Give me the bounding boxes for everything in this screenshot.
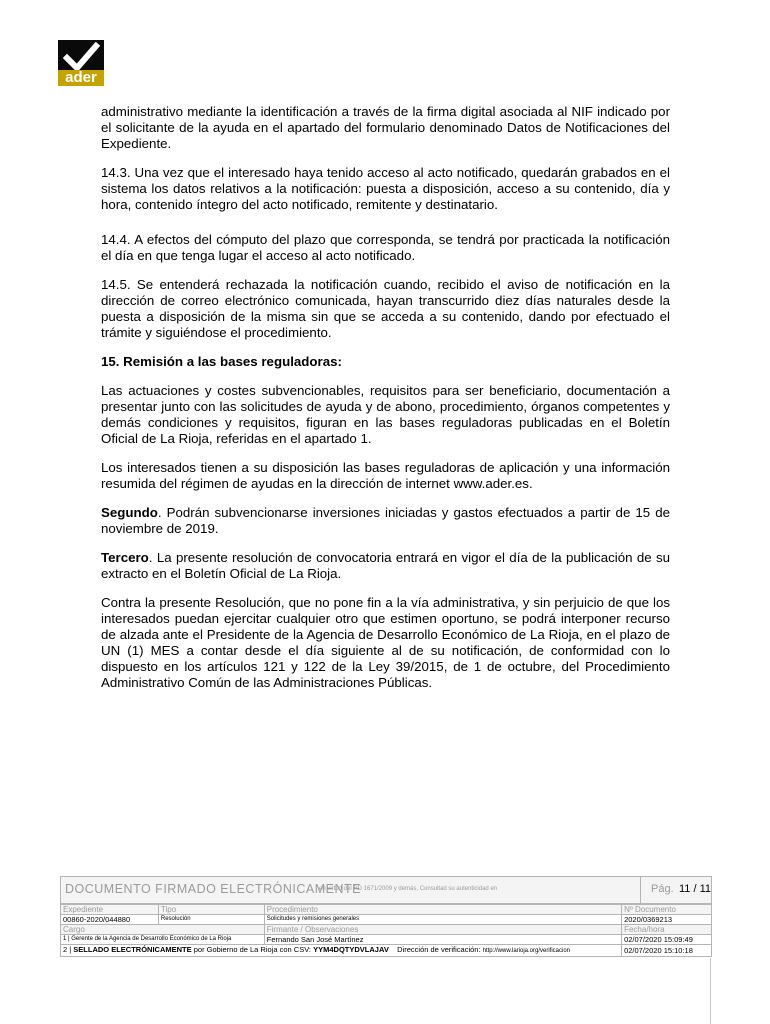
segundo-text: . Podrán subvencionarse inversiones iniciadas y gastos efectuados a partir de 15 de noviembre de 2019. — [101, 505, 670, 536]
ader-logo — [58, 40, 104, 86]
table-row — [61, 905, 712, 915]
table-row — [61, 915, 712, 925]
tercero-label: Tercero — [101, 550, 149, 565]
paragraph-14-3: 14.3. Una vez que el interesado haya tenido acceso al acto notificado, quedarán grabados en el sistema los datos relativos a la notificación: puesta a disposición, acceso a su contenido, día y hora, contenido íntegro del acto notificado, remitente y destinatario. — [101, 165, 670, 212]
paragraph-segundo — [101, 505, 670, 537]
signer-2-fecha: 02/07/2020 15:10:18 — [622, 945, 712, 957]
footer-subtitle: en virtud del RD 1671/2009 y demás, Consultad su autenticidad en — [319, 886, 498, 892]
fecha-label: Fecha/hora — [622, 925, 712, 935]
page-indicator — [640, 877, 711, 903]
table-row — [61, 945, 712, 957]
paragraph-14-4: 14.4. A efectos del cómputo del plazo que corresponda, se tendrá por practicada la notificación el día en que tenga lugar el acceso al acto notificado. — [101, 232, 670, 263]
tercero-text: . La presente resolución de convocatoria entrará en vigor el día de la publicación de su extracto en el Boletín Oficial de La Rioja. — [101, 550, 670, 581]
paragraph-tercero — [101, 550, 670, 582]
page-label: Pág. — [651, 883, 674, 895]
paragraph-interesados: Los interesados tienen a su disposición las bases reguladoras de aplicación y una información resumida del régimen de ayudas en la dirección de internet www.ader.es. — [101, 460, 670, 491]
paragraph-14-5: 14.5. Se entenderá rechazada la notificación cuando, recibido el aviso de notificación en la dirección de correo electrónico comunicada, hayan transcurrido diez días naturales desde la puesta a disposición de la misma sin que se acceda a su contenido, dando por efectuado el trámite y siguiéndose el procedimiento. — [101, 277, 670, 340]
logo-text: ader — [58, 70, 104, 86]
procedimiento-label: Procedimiento — [264, 905, 621, 915]
margin-divider — [710, 958, 711, 1024]
table-row — [61, 935, 712, 945]
signer-1-fecha: 02/07/2020 15:09:49 — [622, 935, 712, 945]
signer-2-sellado: 2 | SELLADO ELECTRÓNICAMENTE por Gobierno de La Rioja con CSV: YYM4DQTYDVLAJAV Dirección de verificación: http://www.larioja.org/verificacion — [61, 945, 622, 957]
section-heading-15: 15. Remisión a las bases reguladoras: — [101, 354, 342, 369]
procedimiento-value: Solicitudes y remisiones generales — [264, 915, 621, 925]
paragraph-recurso: Contra la presente Resolución, que no pone fin a la vía administrativa, y sin perjuicio de que los interesados puedan ejercitar cualquier otro que estimen oportuno, se podrá interponer recurso de alzada ante el Presidente de la Agencia de Desarrollo Económico de La Rioja, en el plazo de UN (1) MES a contar desde el día siguiente al de su notificación, de conformidad con lo dispuesto en los artículos 121 y 122 de la Ley 39/2015, de 1 de octubre, del Procedimiento Administrativo Común de las Administraciones Públicas. — [101, 595, 670, 690]
documento-label: Nº Documento — [622, 905, 712, 915]
page-number: 11 / 11 — [679, 883, 712, 895]
documento-value: 2020/0369213 — [622, 915, 712, 925]
tipo-value: Resolución — [158, 915, 264, 925]
table-row — [61, 925, 712, 935]
verification-link[interactable]: http://www.larioja.org/verificacion — [482, 948, 571, 954]
firmante-label: Firmante / Observaciones — [264, 925, 621, 935]
expediente-label: Expediente — [61, 905, 159, 915]
expediente-value: 00860-2020/044880 — [61, 915, 159, 925]
signer-1-cargo: 1 | Gerente de la Agencia de Desarrollo Económico de La Rioja — [61, 935, 265, 945]
cargo-label: Cargo — [61, 925, 265, 935]
signature-table — [60, 904, 712, 957]
tipo-label: Tipo — [158, 905, 264, 915]
paragraph: administrativo mediante la identificación a través de la firma digital asociada al NIF indicado por el solicitante de la ayuda en el apartado del formulario denominado Datos de Notificaciones del Expediente. — [101, 104, 670, 151]
segundo-label: Segundo — [101, 505, 158, 520]
footer-title: DOCUMENTO FIRMADO ELECTRÓNICAMENTE — [65, 882, 361, 896]
signature-footer — [60, 876, 712, 957]
paragraph-bases: Las actuaciones y costes subvencionables, requisitos para ser beneficiario, documentación a presentar junto con las solicitudes de ayuda y de abono, procedimiento, órganos competentes y demás condiciones y requisitos, figuran en las bases reguladoras publicadas en el Boletín Oficial de La Rioja, referidas en el apartado 1. — [101, 383, 670, 446]
document-body — [101, 104, 670, 691]
signer-1-firmante: Fernando San José Martínez — [264, 935, 621, 945]
signature-banner — [60, 876, 712, 904]
